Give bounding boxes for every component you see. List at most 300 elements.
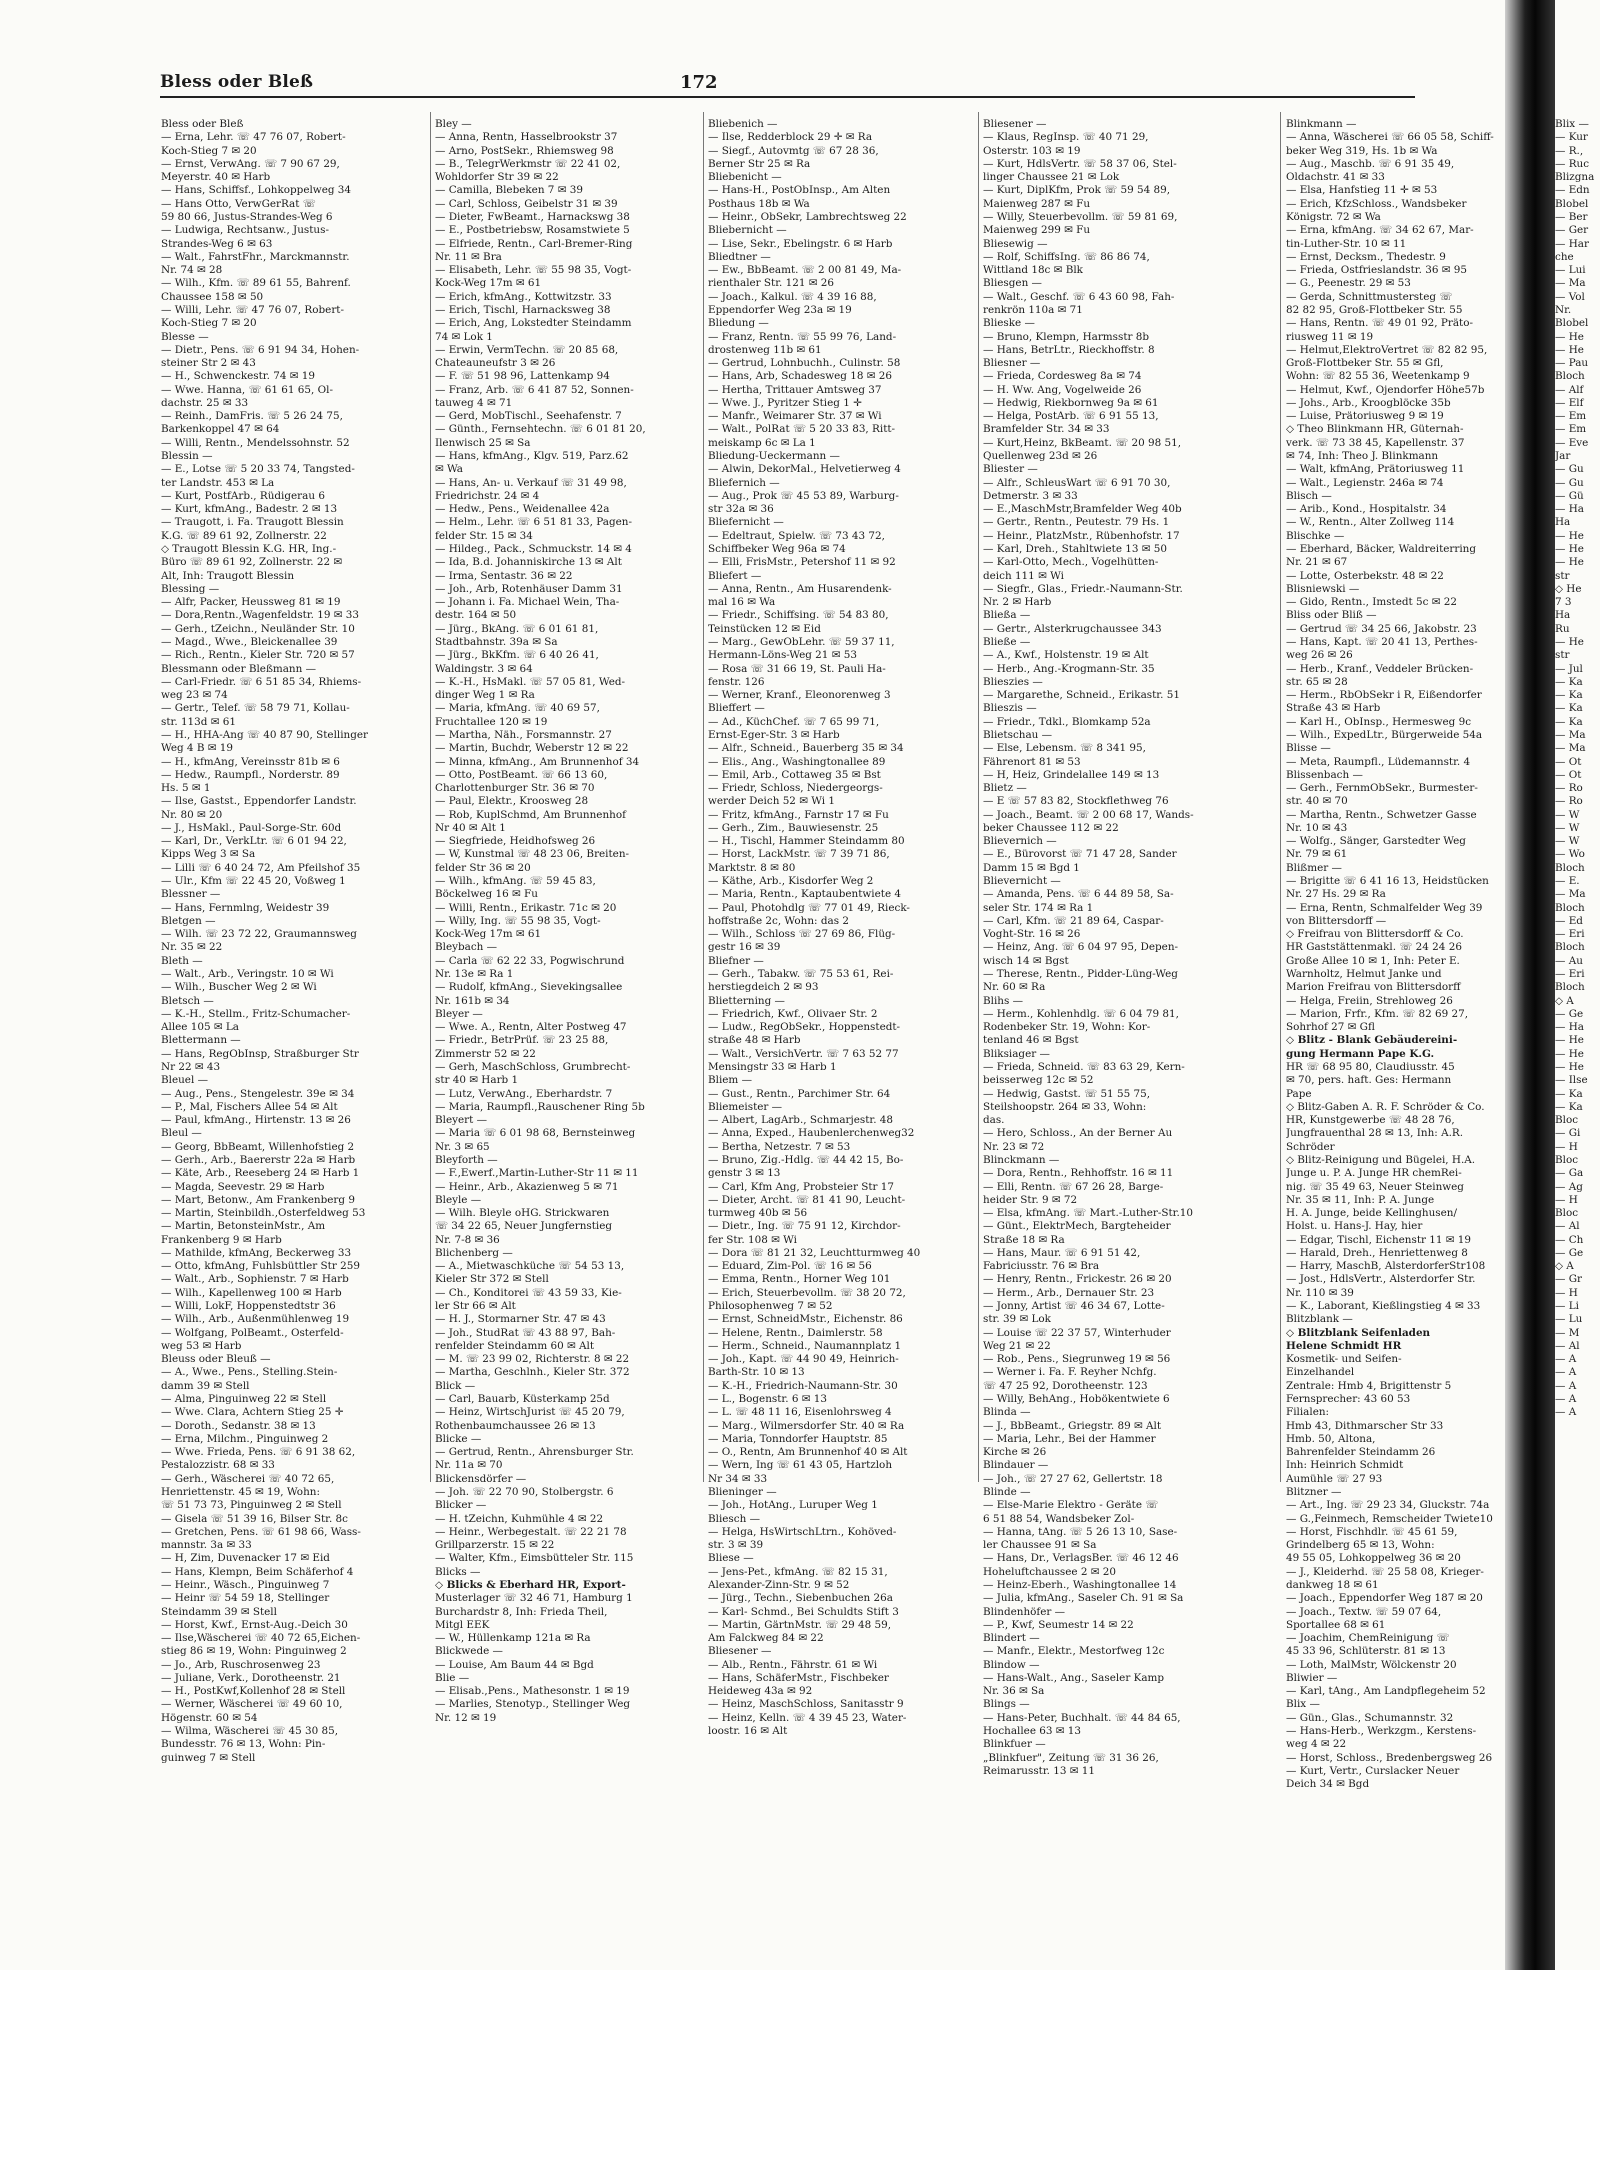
directory-entry: — Al <box>1555 1339 1580 1352</box>
directory-entry: — Eduard, Zim-Pol. ☏ 16 ✉ 56 <box>708 1260 872 1273</box>
directory-entry: — Gerh., tZeichn., Neuländer Str. 10 <box>161 622 355 635</box>
directory-entry: — Bertha, Netzestr. 7 ✉ 53 <box>708 1140 851 1153</box>
directory-entry: fenstr. 126 <box>708 675 765 688</box>
directory-entry: Zentrale: Hmb 4, Brigittenstr 5 <box>1286 1379 1452 1392</box>
directory-entry: — Walt., FahrstFhr., Marckmannstr. <box>161 250 350 263</box>
directory-entry: — Kurt, HdlsVertr. ☏ 58 37 06, Stel- <box>983 157 1177 170</box>
directory-entry: nig. ☏ 35 49 63, Neuer Steinweg <box>1286 1180 1464 1193</box>
directory-entry: Grindelberg 65 ✉ 13, Wohn: <box>1286 1539 1435 1552</box>
directory-entry: — Walt., VersichVertr. ☏ 7 63 52 77 <box>708 1047 899 1060</box>
directory-entry: — Alwin, DekorMal., Helvetierweg 4 <box>708 463 901 476</box>
directory-entry: — Erna, Rentn, Schmalfelder Weg 39 <box>1286 901 1483 914</box>
directory-entry: — Heinz-Eberh., Washingtonallee 14 <box>983 1578 1177 1591</box>
directory-entry: — Wilh. Bleyle oHG. Strickwaren <box>435 1207 610 1220</box>
directory-entry: — E., Bürovorst ☏ 71 47 28, Sander <box>983 848 1177 861</box>
directory-entry: — Friedr., Schiffsing. ☏ 54 83 80, <box>708 609 889 622</box>
directory-entry: — Ge <box>1555 1246 1584 1259</box>
directory-entry: beisserweg 12c ✉ 52 <box>983 1074 1094 1087</box>
directory-entry: — Frieda, Cordesweg 8a ✉ 74 <box>983 370 1142 383</box>
directory-entry: — Friedr., BetrPrüf. ☏ 23 25 88, <box>435 1034 609 1047</box>
directory-entry: — Ma <box>1555 888 1586 901</box>
surname-heading: Blietterning — <box>708 994 785 1007</box>
directory-entry: — Erna, Lehr. ☏ 47 76 07, Robert- <box>161 131 346 144</box>
directory-entry: Am Falckweg 84 ✉ 22 <box>708 1632 824 1645</box>
surname-heading: Blieske — <box>983 317 1035 330</box>
surname-heading: Blessing — <box>161 582 220 595</box>
directory-entry: — Käte, Arb., Reeseberg 24 ✉ Harb 1 <box>161 1167 360 1180</box>
surname-heading: Blicker — <box>435 1499 487 1512</box>
directory-entry: Ilenwisch 25 ✉ Sa <box>435 436 531 449</box>
surname-heading: Blicks — <box>435 1565 481 1578</box>
entries-column-1 <box>161 118 431 1765</box>
surname-heading: Bliksiager — <box>983 1047 1050 1060</box>
page-number: 172 <box>680 72 718 93</box>
directory-entry: — F.,Ewerf.,Martin-Luther-Str 11 ✉ 11 <box>435 1167 639 1180</box>
directory-entry: Hs. 5 ✉ 1 <box>161 782 211 795</box>
directory-entry: Helene Schmidt HR <box>1286 1339 1402 1352</box>
directory-entry: — Rudolf, kfmAng., Sievekingsallee <box>435 981 623 994</box>
directory-entry: Posthaus 18b ✉ Wa <box>708 197 810 210</box>
surname-heading: Bliesewig — <box>983 237 1048 250</box>
directory-entry: — Lui <box>1555 264 1586 277</box>
directory-entry: — Marg., Wilmersdorfer Str. 40 ✉ Ra <box>708 1419 905 1432</box>
directory-entry: — Ro <box>1555 782 1583 795</box>
surname-heading: Bleuel — <box>161 1074 208 1087</box>
directory-entry: — Vol <box>1555 290 1585 303</box>
directory-entry: — Dieter, FwBeamt., Harnackswg 38 <box>435 210 630 223</box>
directory-entry: 74 ✉ Lok 1 <box>435 330 493 343</box>
directory-entry: — H, Heiz, Grindelallee 149 ✉ 13 <box>983 768 1160 781</box>
directory-entry: — Maria, Lehr., Bei der Hammer <box>983 1432 1156 1445</box>
directory-entry: damm 39 ✉ Stell <box>161 1379 250 1392</box>
directory-entry: — Dora, Rentn., Rehhoffstr. 16 ✉ 11 <box>983 1167 1174 1180</box>
directory-entry: rienthaler Str. 121 ✉ 26 <box>708 277 835 290</box>
directory-entry: — Wwe. Clara, Achtern Stieg 25 ✛ <box>161 1406 344 1419</box>
directory-entry: Charlottenburger Str. 36 ✉ 70 <box>435 782 595 795</box>
surname-heading: Blobel <box>1555 317 1589 330</box>
surname-heading: Bließe — <box>983 635 1031 648</box>
directory-entry: str 40 ✉ Harb 1 <box>435 1074 519 1087</box>
directory-entry: — Ulr., Kfm ☏ 22 45 20, Voßweg 1 <box>161 875 346 888</box>
directory-entry: — Manfr., Elektr., Mestorfweg 12c <box>983 1645 1165 1658</box>
directory-entry: — Heinr., PlatzMstr., Rübenhofstr. 17 <box>983 529 1180 542</box>
directory-entry: — Elsa, kfmAng. ☏ Mart.-Luther-Str.10 <box>983 1207 1193 1220</box>
directory-entry: — Ot <box>1555 755 1582 768</box>
directory-entry: — Horst, Fischhdlr. ☏ 45 61 59, <box>1286 1525 1458 1538</box>
directory-entry: ◇ Blitz-Reinigung und Bügelei, H.A. <box>1286 1153 1476 1166</box>
surname-heading: Bliesener — <box>708 1645 772 1658</box>
directory-entry: — Georg, BbBeamt, Willenhofstieg 2 <box>161 1140 355 1153</box>
directory-entry: — Hans, Schiffsf., Lohkoppelweg 34 <box>161 184 352 197</box>
directory-entry: — Gertr., Alsterkrugchaussee 343 <box>983 622 1162 635</box>
directory-entry: HR, Kunstgewerbe ☏ 48 28 76, <box>1286 1114 1455 1127</box>
directory-entry: fer Str. 108 ✉ Wi <box>708 1233 797 1246</box>
directory-entry: — Ma <box>1555 728 1586 741</box>
directory-entry: — A., Wwe., Pens., Stelling.Stein- <box>161 1366 338 1379</box>
surname-heading: Blindenhöfer — <box>983 1605 1066 1618</box>
directory-entry: — Elis., Ang., Washingtonallee 89 <box>708 755 886 768</box>
directory-entry: — Lu <box>1555 1313 1583 1326</box>
directory-entry: Nr 22 ✉ 43 <box>161 1060 221 1073</box>
surname-heading: Blisse — <box>1286 742 1331 755</box>
directory-entry: Nr. 11 ✉ Bra <box>435 250 502 263</box>
directory-entry: Heideweg 43a ✉ 92 <box>708 1685 813 1698</box>
directory-entry: — Herm., RbObSekr i R, Eißendorfer <box>1286 689 1482 702</box>
directory-entry: — Willy, Ing. ☏ 55 98 35, Vogt- <box>435 914 601 927</box>
directory-entry: — E., Lotse ☏ 5 20 33 74, Tangsted- <box>161 463 355 476</box>
directory-entry: — Maria, Raumpfl.,Rauschener Ring 5b <box>435 1100 645 1113</box>
directory-entry: Friedrichstr. 24 ✉ 4 <box>435 489 540 502</box>
directory-entry: — Else-Marie Elektro - Geräte ☏ <box>983 1499 1159 1512</box>
directory-entry: — Gerh., FernmObSekr., Burmester- <box>1286 782 1478 795</box>
directory-entry: 82 82 95, Groß-Flottbeker Str. 55 <box>1286 303 1463 316</box>
directory-entry: — Gerh., Tabakw. ☏ 75 53 61, Rei- <box>708 968 894 980</box>
directory-entry: — Elisabeth, Lehr. ☏ 55 98 35, Vogt- <box>435 264 632 277</box>
directory-entry: — Gertrud, Lohnbuchh., Culinstr. 58 <box>708 357 901 370</box>
directory-entry: — Willi, LokF, Hoppenstedtstr 36 <box>161 1300 336 1313</box>
directory-entry: ✉ 74, Inh: Theo J. Blinkmann <box>1286 450 1439 463</box>
directory-entry: — Em <box>1555 410 1587 423</box>
directory-entry: — K., Laborant, Kießlingstieg 4 ✉ 33 <box>1286 1300 1481 1313</box>
surname-heading: Blizgna <box>1555 171 1595 184</box>
directory-entry: — Ka <box>1555 1100 1583 1113</box>
directory-entry: — Dietr., Pens. ☏ 6 91 94 34, Hohen- <box>161 343 360 356</box>
directory-entry: — Walt., Arb., Veringstr. 10 ✉ Wi <box>161 968 334 980</box>
directory-entry: — Ka <box>1555 675 1583 688</box>
directory-entry: — Wwe. Frieda, Pens. ☏ 6 91 38 62, <box>161 1446 356 1459</box>
directory-entry: straße 48 ✉ Harb <box>708 1034 801 1047</box>
directory-entry: — Eri <box>1555 928 1585 941</box>
surname-heading: Bliefner — <box>708 954 764 967</box>
directory-entry: Allee 105 ✉ La <box>161 1021 239 1034</box>
directory-entry: — Walt., Legienstr. 246a ✉ 74 <box>1286 476 1444 489</box>
directory-entry: tauweg 4 ✉ 71 <box>435 396 513 409</box>
directory-entry: ◇ Blitz - Blank Gebäudereini- <box>1286 1034 1458 1047</box>
directory-entry: — Ma <box>1555 742 1586 755</box>
directory-entry: — Dora ☏ 81 21 32, Leuchtturmweg 40 <box>708 1246 921 1259</box>
directory-entry: Philosophenweg 7 ✉ 52 <box>708 1300 833 1313</box>
directory-entry: — Marion, Frfr., Kfm. ☏ 82 69 27, <box>1286 1007 1469 1020</box>
directory-entry: — Paul, Elektr., Kroosweg 28 <box>435 795 589 808</box>
directory-entry: K.G. ☏ 89 61 92, Zollnerstr. 22 <box>161 529 327 542</box>
directory-entry: Deich 34 ✉ Bgd <box>1286 1778 1370 1791</box>
directory-entry: wisch 14 ✉ Bgst <box>983 954 1069 967</box>
directory-entry: — Gerd, MobTischl., Seehafenstr. 7 <box>435 410 622 423</box>
directory-entry: — K.-H., Friedrich-Naumann-Str. 30 <box>708 1379 898 1392</box>
directory-entry: ◇ A <box>1555 1260 1574 1273</box>
surname-heading: Bliefert — <box>708 569 762 582</box>
directory-entry: — E., Postbetriebsw, Rosamstwiete 5 <box>435 224 630 237</box>
directory-entry: — Magda, Seevestr. 29 ✉ Harb <box>161 1180 325 1193</box>
directory-entry: Nr. 12 ✉ 19 <box>435 1711 497 1724</box>
directory-entry: Nr. 10 ✉ 43 <box>1286 821 1348 834</box>
directory-entry: — Ilse,Wäscherei ☏ 40 72 65,Eichen- <box>161 1632 361 1645</box>
directory-entry: — H., Schwenckestr. 74 ✉ 19 <box>161 370 315 383</box>
directory-entry: — Joach., Eppendorfer Weg 187 ✉ 20 <box>1286 1592 1483 1605</box>
directory-entry: — Hans, Arb, Schadesweg 18 ✉ 26 <box>708 370 893 383</box>
directory-entry: Barth-Str. 10 ✉ 13 <box>708 1366 805 1379</box>
directory-entry: — Paul, kfmAng., Hirtenstr. 13 ✉ 26 <box>161 1114 351 1127</box>
directory-entry: — Eri <box>1555 968 1585 980</box>
directory-entry: — Gerh., Arb., Baererstr 22a ✉ Harb <box>161 1153 356 1166</box>
surname-heading: Blichenberg — <box>435 1246 513 1259</box>
directory-entry: — Hans, Klempn, Beim Schäferhof 4 <box>161 1565 354 1578</box>
directory-entry: — H. J., Stormarner Str. 47 ✉ 43 <box>435 1313 606 1326</box>
entries-column-4 <box>983 118 1253 1778</box>
directory-entry: weg 4 ✉ 22 <box>1286 1738 1347 1751</box>
directory-entry: Ha <box>1555 609 1571 622</box>
directory-entry: — Erich, kfmAng., Kottwitzstr. 33 <box>435 290 612 303</box>
directory-entry: Sportallee 68 ✉ 61 <box>1286 1618 1386 1631</box>
surname-heading: Blickensdörfer — <box>435 1472 527 1485</box>
directory-entry: — Bruno, Klempn, Harmsstr 8b <box>983 330 1150 343</box>
directory-entry: — Reinh., DamFris. ☏ 5 26 24 75, <box>161 410 343 423</box>
directory-entry: — E. <box>1555 875 1580 888</box>
directory-entry: Stadtbahnstr. 39a ✉ Sa <box>435 635 558 648</box>
directory-entry: — Käthe, Arb., Kisdorfer Weg 2 <box>708 875 874 888</box>
directory-entry: Maienweg 299 ✉ Fu <box>983 224 1091 237</box>
directory-entry: — Herb., Kranf., Veddeler Brücken- <box>1286 662 1474 675</box>
directory-entry: — He <box>1555 343 1584 356</box>
directory-entry: — Ka <box>1555 702 1583 715</box>
directory-entry: — Ch <box>1555 1233 1584 1246</box>
directory-entry: — Joh., HotAng., Luruper Weg 1 <box>708 1499 878 1512</box>
directory-entry: Voght-Str. 16 ✉ 26 <box>983 928 1081 941</box>
directory-entry: — Kurt, kfmAng., Badestr. 2 ✉ 13 <box>161 503 338 516</box>
directory-entry: Nr. 35 ✉ 11, Inh: P. A. Junge <box>1286 1193 1435 1206</box>
surname-heading: Bliefernicht — <box>708 516 784 529</box>
directory-entry: — Ernst, VerwAng. ☏ 7 90 67 29, <box>161 157 340 170</box>
directory-entry: — Hans, SchäferMstr., Fischbeker <box>708 1671 889 1684</box>
directory-entry: Jungfrauenthal 28 ✉ 13, Inh: A.R. <box>1286 1127 1464 1140</box>
directory-entry: — W., Rentn., Alter Zollweg 114 <box>1286 516 1455 529</box>
directory-entry: — Carl-Friedr. ☏ 6 51 85 34, Rhiems- <box>161 675 362 688</box>
directory-entry: ◇ He <box>1555 582 1582 595</box>
directory-entry: str. 3 ✉ 39 <box>708 1539 764 1552</box>
directory-entry: Kipps Weg 3 ✉ Sa <box>161 848 256 861</box>
directory-entry: — A <box>1555 1406 1577 1419</box>
directory-entry: ter Landstr. 453 ✉ La <box>161 476 275 489</box>
directory-entry: Nr 34 ✉ 33 <box>708 1472 768 1485</box>
surname-heading: Blievernich — <box>983 835 1057 848</box>
directory-entry: — Anna, Wäscherei ☏ 66 05 58, Schiff- <box>1286 131 1494 144</box>
directory-entry: — Karl, Dreh., Stahltwiete 13 ✉ 50 <box>983 543 1168 555</box>
directory-entry: — Ka <box>1555 715 1583 728</box>
directory-entry: Kock-Weg 17m ✉ 61 <box>435 928 542 941</box>
surname-heading: Bliebenich — <box>708 118 778 130</box>
directory-entry: — Emma, Rentn., Horner Weg 101 <box>708 1273 891 1286</box>
surname-heading: Blettermann — <box>161 1034 241 1047</box>
directory-entry: Nr. 110 ✉ 39 <box>1286 1286 1354 1299</box>
directory-entry: — Wo <box>1555 848 1585 861</box>
directory-entry: Weg 21 ✉ 22 <box>983 1339 1051 1352</box>
directory-entry: — Paul, Photohdlg ☏ 77 01 49, Rieck- <box>708 901 910 914</box>
directory-entry: — Siegf., Autovmtg ☏ 67 28 36, <box>708 144 879 157</box>
directory-entry: — Gu <box>1555 476 1584 489</box>
surname-heading: Blieffert — <box>708 702 765 715</box>
directory-entry: — Wwe. J., Pyritzer Stieg 1 ✛ <box>708 396 862 409</box>
directory-entry: Rodenbeker Str. 19, Wohn: Kor- <box>983 1021 1151 1034</box>
directory-entry: Alt, Inh: Traugott Blessin <box>161 569 295 582</box>
directory-entry: — Mathilde, kfmAng, Beckerweg 33 <box>161 1246 352 1259</box>
directory-entry: — Willy, BehAng., Hobökentwiete 6 <box>983 1393 1170 1405</box>
directory-entry: — Wilh., kfmAng. ☏ 59 45 83, <box>435 875 596 888</box>
directory-entry: — Günt., ElektrMech, Bargteheider <box>983 1220 1171 1233</box>
directory-entry: — Joachim, ChemReinigung ☏ <box>1286 1632 1450 1645</box>
surname-heading: Blicke — <box>435 1432 482 1445</box>
directory-entry: — P., Kwf, Seumestr 14 ✉ 22 <box>983 1618 1134 1631</box>
directory-entry: — H., kfmAng, Vereinsstr 81b ✉ 6 <box>161 755 340 768</box>
surname-heading: Blick — <box>435 1379 476 1392</box>
directory-entry: — Ludw., RegObSekr., Hoppenstedt- <box>708 1021 901 1034</box>
directory-entry: — Klaus, RegInsp. ☏ 40 71 29, <box>983 131 1149 144</box>
directory-entry: — Kurt, PostfArb., Rüdigerau 6 <box>161 489 325 502</box>
directory-entry: weg 53 ✉ Harb <box>161 1339 242 1352</box>
directory-entry: — Hans, Fernmlng, Weidestr 39 <box>161 901 330 914</box>
surname-heading: Blitzner — <box>1286 1485 1342 1498</box>
directory-entry: — Ka <box>1555 1087 1583 1100</box>
directory-entry: — Pau <box>1555 357 1589 370</box>
directory-entry: — Frieda, Ostfrieslandstr. 36 ✉ 95 <box>1286 264 1467 277</box>
directory-entry: — W, Kunstmal ☏ 48 23 06, Breiten- <box>435 848 630 861</box>
directory-entry: — Karl H., ObInsp., Hermesweg 9c <box>1286 715 1472 728</box>
directory-entry: — Wolfgang, PolBeamt., Osterfeld- <box>161 1326 344 1339</box>
surname-heading: Blessin — <box>161 450 213 463</box>
surname-heading: Bloch <box>1555 941 1585 954</box>
directory-entry: — Alma, Pinguinweg 22 ✉ Stell <box>161 1393 327 1405</box>
surname-heading: Blinkmann — <box>1286 118 1357 130</box>
directory-entry: Weg 4 B ✉ 19 <box>161 742 234 755</box>
directory-entry: — Helm., Lehr. ☏ 6 51 81 33, Pagen- <box>435 516 632 529</box>
directory-entry: — Wwe. A., Rentn, Alter Postweg 47 <box>435 1021 627 1034</box>
directory-entry: — Gü <box>1555 489 1584 502</box>
directory-entry: — Jürg., BkAng. ☏ 6 01 61 81, <box>435 622 599 635</box>
directory-entry: Pape <box>1286 1087 1312 1100</box>
directory-entry: Ru <box>1555 622 1570 635</box>
directory-entry: — Gisela ☏ 51 39 16, Bilser Str. 8c <box>161 1512 348 1525</box>
surname-heading: Bletgen — <box>161 914 216 927</box>
directory-entry: 7 3 <box>1555 596 1572 609</box>
directory-entry: Fruchtallee 120 ✉ 19 <box>435 715 548 728</box>
directory-entry: — A <box>1555 1353 1577 1366</box>
directory-entry: — Em <box>1555 423 1587 436</box>
directory-entry: Nr. 161b ✉ 34 <box>435 994 510 1007</box>
directory-entry: — Erich, KfzSchloss., Wandsbeker <box>1286 197 1467 210</box>
directory-entry: — Mart, Betonw., Am Frankenberg 9 <box>161 1193 355 1206</box>
directory-entry: — Louise, Am Baum 44 ✉ Bgd <box>435 1658 594 1671</box>
directory-entry: — Heinr., ObSekr, Lambrechtsweg 22 <box>708 210 907 223</box>
directory-entry: — Ludwiga, Rechtsanw., Justus- <box>161 224 329 237</box>
directory-entry: Damm 15 ✉ Bgd 1 <box>983 861 1080 874</box>
directory-entry: H. A. Junge, beide Kellinghusen/ <box>1286 1207 1457 1220</box>
directory-entry: Böckelweg 16 ✉ Fu <box>435 888 538 901</box>
directory-entry: — Jost., HdlsVertr., Alsterdorfer Str. <box>1286 1273 1476 1286</box>
directory-entry: — Martin, Buchdr, Weberstr 12 ✉ 22 <box>435 742 629 755</box>
directory-entry: weg 23 ✉ 74 <box>161 689 228 702</box>
directory-entry: — L. ☏ 48 11 16, Eisenlohrsweg 4 <box>708 1406 892 1419</box>
directory-entry: — H, Zim, Duvenacker 17 ✉ Eid <box>161 1552 330 1565</box>
directory-entry: — Hans, BetrLtr., Rieckhoffstr. 8 <box>983 343 1155 356</box>
surname-heading: Blindauer — <box>983 1459 1049 1472</box>
surname-heading: Blihs — <box>983 994 1023 1007</box>
directory-entry: — Gerh., Zim., Bauwiesenstr. 25 <box>708 821 879 834</box>
directory-entry: — Bruno, Zig.-Hdlg. ☏ 44 42 15, Bo- <box>708 1153 904 1166</box>
directory-entry: — Eberhard, Bäcker, Waldreiterring <box>1286 543 1476 555</box>
directory-entry: Nr. <box>1555 303 1572 316</box>
directory-entry: — Hans, RegObInsp, Straßburger Str <box>161 1047 359 1060</box>
directory-entry: ler Str 66 ✉ Alt <box>435 1300 516 1313</box>
surname-heading: Blieninger — <box>708 1485 777 1498</box>
surname-heading: Bloc <box>1555 1207 1579 1220</box>
directory-entry: — Au <box>1555 954 1583 967</box>
surname-heading: Bloch <box>1555 861 1585 874</box>
directory-entry: — Hedw., Raumpfl., Norderstr. 89 <box>161 768 340 781</box>
directory-entry: ✉ 70, pers. haft. Ges: Hermann <box>1286 1074 1452 1087</box>
directory-entry: — Jürg., Techn., Siebenbuchen 26a <box>708 1592 893 1605</box>
surname-heading: Bliesgen — <box>983 277 1042 290</box>
directory-entry: — Gertrud ☏ 34 25 66, Jakobstr. 23 <box>1286 622 1477 635</box>
directory-entry: — Walt, kfmAng, Prätoriusweg 11 <box>1286 463 1465 476</box>
directory-entry: — H <box>1555 1193 1578 1206</box>
directory-entry: — Ch., Konditorei ☏ 43 59 33, Kie- <box>435 1286 622 1299</box>
directory-entry: heider Str. 9 ✉ 72 <box>983 1193 1078 1206</box>
directory-entry: linger Chaussee 21 ✉ Lok <box>983 171 1120 184</box>
directory-entry: ☏ 51 73 73, Pinguinweg 2 ✉ Stell <box>161 1499 342 1512</box>
directory-entry: Reimarusstr. 13 ✉ 11 <box>983 1764 1096 1777</box>
directory-entry: — Harald, Dreh., Henriettenweg 8 <box>1286 1246 1468 1259</box>
directory-entry: — Aug., Maschb. ☏ 6 91 35 49, <box>1286 157 1455 170</box>
surname-heading: Bliwier — <box>1286 1671 1338 1684</box>
scan-margin <box>0 1970 1600 2177</box>
directory-entry: — Martin, Steinbildh.,Osterfeldweg 53 <box>161 1207 366 1220</box>
surname-heading: Blinkfuer — <box>983 1738 1046 1751</box>
directory-entry: Nr. 23 ✉ 72 <box>983 1140 1045 1153</box>
directory-entry: Osterstr. 103 ✉ 19 <box>983 144 1081 157</box>
directory-entry: — Willi, Lehr. ☏ 47 76 07, Robert- <box>161 303 344 316</box>
directory-entry: Nr. 74 ✉ 28 <box>161 264 223 277</box>
directory-entry: — H <box>1555 1286 1578 1299</box>
directory-entry: — Heinz, Ang. ☏ 6 04 97 95, Depen- <box>983 941 1179 954</box>
entries-column-5 <box>1286 118 1501 1791</box>
directory-entry: Grillparzerstr. 15 ✉ 22 <box>435 1539 555 1552</box>
surname-heading: Bley — <box>435 118 472 130</box>
directory-entry: Filialen: <box>1286 1406 1330 1419</box>
directory-entry: das. <box>983 1114 1005 1127</box>
surname-heading: Blie — <box>435 1671 470 1684</box>
directory-entry: Steilshoopstr. 264 ✉ 33, Wohn: <box>983 1100 1147 1113</box>
directory-entry: — Harry, MaschB, AlsterdorferStr108 <box>1286 1260 1486 1273</box>
surname-heading: Blobel <box>1555 197 1589 210</box>
directory-entry: — Camilla, Blebeken 7 ✉ 39 <box>435 184 583 197</box>
directory-entry: Quellenweg 23d ✉ 26 <box>983 450 1098 463</box>
directory-entry: — Elfriede, Rentn., Carl-Bremer-Ring <box>435 237 633 250</box>
surname-heading: Blitzblank — <box>1286 1313 1353 1326</box>
directory-entry: — Elli, FrisMstr., Petershof 11 ✉ 92 <box>708 556 896 569</box>
surname-heading: Bliedtner — <box>708 250 771 263</box>
surname-heading: Bliesch — <box>708 1512 760 1525</box>
directory-entry: — Alfr., SchleusWart ☏ 6 91 70 30, <box>983 476 1171 489</box>
directory-entry: — Ilse, Gastst., Eppendorfer Landstr. <box>161 795 357 808</box>
surname-heading: Blievernicht — <box>983 875 1061 888</box>
surname-heading: Bloc <box>1555 1153 1579 1166</box>
directory-entry: — Fritz, kfmAng., Farnstr 17 ✉ Fu <box>708 808 889 821</box>
directory-entry: Nr. 3 ✉ 65 <box>435 1140 490 1153</box>
directory-entry: — Gi <box>1555 1127 1581 1140</box>
directory-entry: Nr. 80 ✉ 20 <box>161 808 223 821</box>
directory-entry: — Alf <box>1555 383 1584 396</box>
directory-entry: — E.,MaschMstr,Bramfelder Weg 40b <box>983 503 1182 516</box>
directory-entry: — Erich, Tischl, Harnacksweg 38 <box>435 303 611 316</box>
